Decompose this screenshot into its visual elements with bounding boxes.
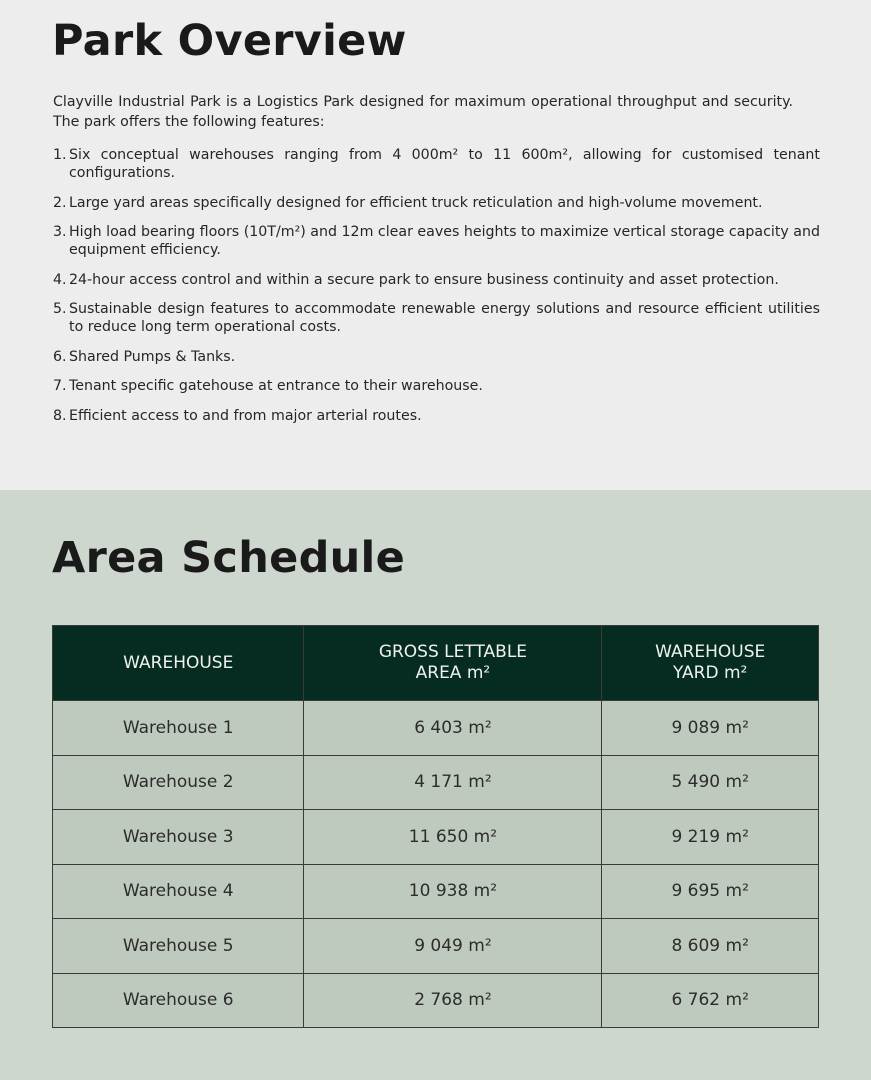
feature-text: Sustainable design features to accommodate renewable energy solutions and resource efficient utilities to reduce long term operational costs. — [69, 301, 820, 335]
cell-gla: 11 650 m² — [304, 810, 602, 865]
park-overview-intro: Clayville Industrial Park is a Logistics Park designed for maximum operational throughput and security. The park offers the following features: — [53, 94, 793, 130]
feature-list — [53, 146, 820, 436]
feature-number: 3. — [53, 224, 67, 240]
cell-yard: 6 762 m² — [602, 973, 819, 1028]
cell-yard: 8 609 m² — [602, 919, 819, 974]
park-overview-title: Park Overview — [52, 16, 407, 66]
feature-item — [53, 407, 820, 425]
area-schedule-title: Area Schedule — [52, 533, 406, 583]
table-row — [53, 919, 819, 974]
feature-text: Efficient access to and from major arterial routes. — [69, 407, 422, 424]
header-gla-line2: AREA m² — [415, 663, 491, 683]
table-header-row — [53, 626, 819, 701]
header-warehouse-label: WAREHOUSE — [123, 652, 234, 673]
cell-warehouse: Warehouse 1 — [53, 701, 304, 756]
area-schedule-table — [52, 625, 819, 1028]
area-schedule-section — [0, 490, 871, 1080]
header-yard-line2: YARD m² — [672, 663, 748, 683]
cell-yard: 5 490 m² — [602, 755, 819, 810]
feature-number: 2. — [53, 194, 67, 211]
table-row — [53, 755, 819, 810]
feature-item — [53, 348, 820, 366]
cell-gla: 10 938 m² — [304, 864, 602, 919]
cell-gla: 6 403 m² — [304, 701, 602, 756]
feature-number: 6. — [53, 348, 67, 365]
cell-warehouse: Warehouse 3 — [53, 810, 304, 865]
park-overview-section — [0, 0, 871, 490]
feature-item — [53, 223, 820, 259]
feature-number: 4. — [53, 271, 67, 288]
feature-text: Tenant specific gatehouse at entrance to their warehouse. — [69, 378, 483, 394]
feature-number: 8. — [53, 407, 67, 424]
header-yard-line1: WAREHOUSE — [655, 642, 766, 662]
feature-number: 5. — [53, 301, 67, 317]
header-warehouse — [53, 626, 304, 701]
header-gla-line1: GROSS LETTABLE — [378, 642, 528, 662]
feature-item — [53, 271, 820, 289]
table-row — [53, 701, 819, 756]
feature-number: 7. — [53, 378, 67, 394]
cell-warehouse: Warehouse 6 — [53, 973, 304, 1028]
table-row — [53, 973, 819, 1028]
cell-gla: 4 171 m² — [304, 755, 602, 810]
cell-yard: 9 089 m² — [602, 701, 819, 756]
cell-yard: 9 219 m² — [602, 810, 819, 865]
feature-item — [53, 300, 820, 336]
table-row — [53, 864, 819, 919]
cell-warehouse: Warehouse 2 — [53, 755, 304, 810]
feature-text: High load bearing floors (10T/m²) and 12m clear eaves heights to maximize vertical storage capacity and equipment efficiency. — [69, 224, 820, 258]
feature-item — [53, 377, 820, 395]
feature-text: 24-hour access control and within a secure park to ensure business continuity and asset protection. — [69, 271, 779, 288]
cell-warehouse: Warehouse 4 — [53, 864, 304, 919]
feature-text: Shared Pumps & Tanks. — [69, 348, 236, 365]
header-warehouse-yard — [602, 626, 819, 701]
feature-number: 1. — [53, 147, 67, 163]
feature-item — [53, 194, 820, 212]
cell-gla: 9 049 m² — [304, 919, 602, 974]
cell-yard: 9 695 m² — [602, 864, 819, 919]
feature-text: Six conceptual warehouses ranging from 4 000m² to 11 600m², allowing for customised tenant configurations. — [69, 147, 820, 181]
header-gross-lettable-area — [304, 626, 602, 701]
cell-gla: 2 768 m² — [304, 973, 602, 1028]
feature-item — [53, 146, 820, 182]
cell-warehouse: Warehouse 5 — [53, 919, 304, 974]
feature-text: Large yard areas specifically designed for efficient truck reticulation and high-volume movement. — [69, 194, 763, 211]
table-row — [53, 810, 819, 865]
